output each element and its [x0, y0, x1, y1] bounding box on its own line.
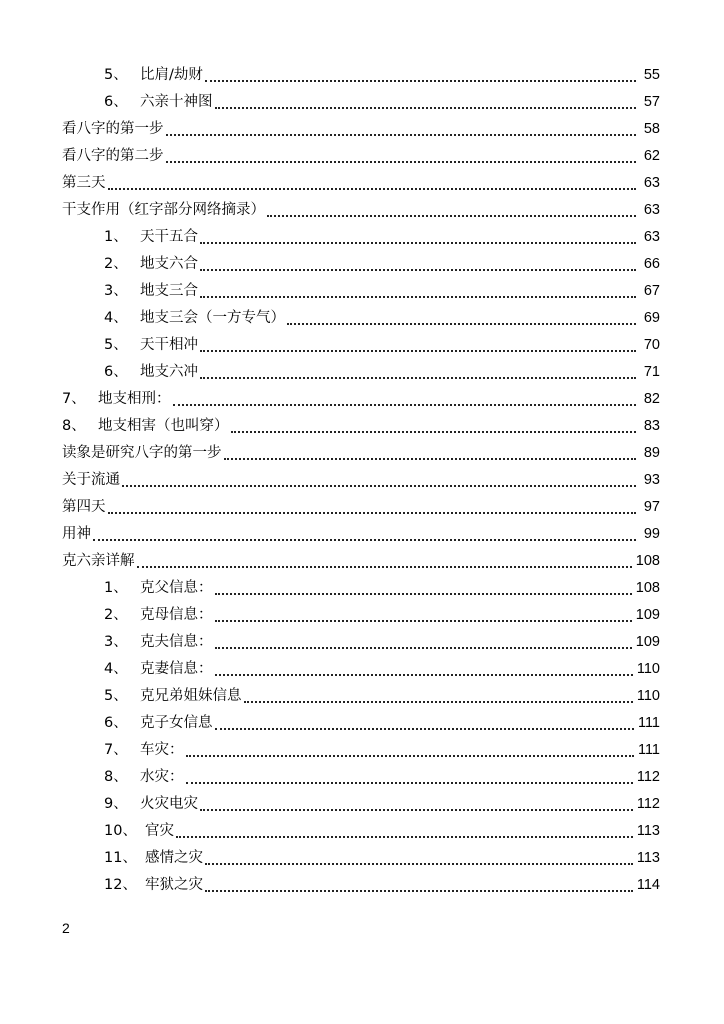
toc-entry[interactable]: [0, 224, 724, 251]
toc-entry-title: 比肩/劫财: [140, 67, 203, 83]
dot-leader: [173, 390, 637, 406]
toc-entry-number: 5、: [104, 688, 128, 704]
toc-entry-page: 110: [636, 688, 660, 704]
toc-entry-number: 9、: [104, 796, 128, 812]
dot-leader: [215, 660, 633, 676]
toc-entry-page: 97: [643, 499, 660, 515]
toc-entry[interactable]: [0, 170, 724, 197]
toc-entry-number: 4、: [104, 661, 128, 677]
toc-entry-title: 克父信息：: [140, 580, 213, 596]
toc-entry[interactable]: [0, 332, 724, 359]
toc-entry-number: 11、: [104, 850, 137, 866]
toc-entry-page: 83: [643, 418, 660, 434]
toc-entry-title: 克六亲详解: [62, 553, 135, 569]
toc-entry-title: 天干相冲: [140, 337, 198, 353]
toc-entry-title: 看八字的第二步: [62, 148, 164, 164]
toc-entry-number: 5、: [104, 337, 128, 353]
toc-entry-title: 地支相刑：: [98, 391, 171, 407]
toc-entry-page: 66: [643, 256, 660, 272]
dot-leader: [166, 147, 637, 163]
toc-entry-page: 111: [637, 715, 660, 731]
toc-entry-number: 8、: [104, 769, 128, 785]
page-number: 2: [62, 920, 70, 936]
toc-entry-title: 车灾：: [140, 742, 184, 758]
toc-entry-page: 113: [636, 823, 660, 839]
toc-entry-page: 111: [637, 742, 660, 758]
dot-leader: [200, 255, 636, 271]
toc-entry-page: 70: [643, 337, 660, 353]
toc-entry-page: 57: [643, 94, 660, 110]
dot-leader: [176, 822, 633, 838]
toc-entry[interactable]: [0, 845, 724, 872]
toc-entry-page: 55: [643, 67, 660, 83]
dot-leader: [93, 525, 636, 541]
dot-leader: [215, 579, 632, 595]
toc-entry[interactable]: [0, 467, 724, 494]
toc-entry-title: 地支六冲: [140, 364, 198, 380]
dot-leader: [186, 741, 634, 757]
dot-leader: [200, 336, 636, 352]
toc-entry[interactable]: [0, 89, 724, 116]
toc-entry[interactable]: [0, 278, 724, 305]
toc-entry-title: 官灾: [145, 823, 174, 839]
toc-entry[interactable]: [0, 818, 724, 845]
toc-entry[interactable]: [0, 872, 724, 899]
dot-leader: [122, 471, 636, 487]
toc-entry-number: 3、: [104, 634, 128, 650]
toc-entry-title: 地支六合: [140, 256, 198, 272]
dot-leader: [200, 282, 636, 298]
toc-entry-title: 关于流通: [62, 472, 120, 488]
toc-entry[interactable]: [0, 386, 724, 413]
toc-entry-number: 1、: [104, 580, 128, 596]
toc-entry[interactable]: [0, 575, 724, 602]
toc-entry[interactable]: [0, 143, 724, 170]
toc-entry[interactable]: [0, 683, 724, 710]
toc-entry-title: 感情之灾: [145, 850, 203, 866]
toc-entry-page: 63: [643, 229, 660, 245]
toc-entry-page: 113: [636, 850, 660, 866]
dot-leader: [166, 120, 637, 136]
dot-leader: [205, 66, 636, 82]
toc-entry[interactable]: [0, 413, 724, 440]
dot-leader: [215, 606, 632, 622]
toc-entry-number: 7、: [104, 742, 128, 758]
toc-entry[interactable]: [0, 440, 724, 467]
toc-entry-title: 读象是研究八字的第一步: [62, 445, 222, 461]
toc-entry-title: 第三天: [62, 175, 106, 191]
toc-entry-page: 71: [643, 364, 660, 380]
toc-entry-number: 3、: [104, 283, 128, 299]
toc-entry-title: 克兄弟姐妹信息: [140, 688, 242, 704]
toc-entry-page: 112: [636, 796, 660, 812]
toc-entry-number: 6、: [104, 94, 128, 110]
toc-entry-page: 108: [635, 580, 660, 596]
toc-entry-page: 58: [643, 121, 660, 137]
toc-entry[interactable]: [0, 710, 724, 737]
toc-entry-title: 用神: [62, 526, 91, 542]
dot-leader: [287, 309, 636, 325]
dot-leader: [200, 363, 636, 379]
toc-entry[interactable]: [0, 62, 724, 89]
toc-entry[interactable]: [0, 494, 724, 521]
toc-entry-title: 牢狱之灾: [145, 877, 203, 893]
toc-entry-page: 112: [636, 769, 660, 785]
toc-entry-title: 克夫信息：: [140, 634, 213, 650]
toc-entry-page: 108: [635, 553, 660, 569]
toc-entry-number: 7、: [62, 391, 86, 407]
toc-entry-page: 109: [635, 607, 660, 623]
toc-entry-title: 火灾电灾: [140, 796, 198, 812]
toc-entry-page: 63: [643, 202, 660, 218]
toc-entry-title: 地支相害（也叫穿）: [98, 418, 229, 434]
toc-entry-page: 109: [635, 634, 660, 650]
dot-leader: [215, 714, 634, 730]
dot-leader: [200, 795, 633, 811]
toc-entry-number: 5、: [104, 67, 128, 83]
toc-entry-number: 6、: [104, 715, 128, 731]
toc-entry-page: 114: [636, 877, 660, 893]
dot-leader: [205, 849, 633, 865]
toc-entry-page: 93: [643, 472, 660, 488]
toc-entry-title: 地支三合: [140, 283, 198, 299]
toc-entry-number: 4、: [104, 310, 128, 326]
dot-leader: [186, 768, 633, 784]
toc-entry[interactable]: [0, 197, 724, 224]
dot-leader: [244, 687, 633, 703]
toc-entry[interactable]: [0, 791, 724, 818]
dot-leader: [137, 552, 632, 568]
toc-entry[interactable]: [0, 251, 724, 278]
dot-leader: [231, 417, 637, 433]
dot-leader: [205, 876, 633, 892]
dot-leader: [108, 498, 637, 514]
toc-entry-page: 69: [643, 310, 660, 326]
toc-entry-number: 6、: [104, 364, 128, 380]
toc-entry-title: 第四天: [62, 499, 106, 515]
toc-entry-page: 62: [643, 148, 660, 164]
toc-entry-title: 看八字的第一步: [62, 121, 164, 137]
toc-entry[interactable]: [0, 359, 724, 386]
toc-entry[interactable]: [0, 602, 724, 629]
toc-entry-number: 2、: [104, 256, 128, 272]
toc-entry[interactable]: [0, 737, 724, 764]
toc-entry-title: 克子女信息: [140, 715, 213, 731]
toc-entry-title: 水灾：: [140, 769, 184, 785]
toc-entry-title: 天干五合: [140, 229, 198, 245]
toc-entry-number: 1、: [104, 229, 128, 245]
dot-leader: [224, 444, 637, 460]
toc-entry[interactable]: [0, 521, 724, 548]
toc-entry-number: 8、: [62, 418, 86, 434]
toc-entry-title: 干支作用（红字部分网络摘录）: [62, 202, 265, 218]
toc-entry-page: 67: [643, 283, 660, 299]
toc-entry-title: 克母信息：: [140, 607, 213, 623]
toc-entry[interactable]: [0, 116, 724, 143]
toc-entry-page: 89: [643, 445, 660, 461]
dot-leader: [267, 201, 636, 217]
toc-entry[interactable]: [0, 656, 724, 683]
toc-entry[interactable]: [0, 548, 724, 575]
toc-entry-number: 10、: [104, 823, 137, 839]
dot-leader: [215, 93, 637, 109]
toc-entry-page: 82: [643, 391, 660, 407]
toc-entry-number: 2、: [104, 607, 128, 623]
toc-entry-page: 110: [636, 661, 660, 677]
toc-entry-title: 地支三会（一方专气）: [140, 310, 285, 326]
toc-entry-page: 99: [643, 526, 660, 542]
table-of-contents: [0, 62, 724, 899]
dot-leader: [108, 174, 637, 190]
dot-leader: [215, 633, 632, 649]
toc-entry[interactable]: [0, 629, 724, 656]
toc-entry-title: 克妻信息：: [140, 661, 213, 677]
toc-entry[interactable]: [0, 305, 724, 332]
toc-entry-page: 63: [643, 175, 660, 191]
toc-entry-number: 12、: [104, 877, 137, 893]
toc-entry[interactable]: [0, 764, 724, 791]
dot-leader: [200, 228, 636, 244]
toc-entry-title: 六亲十神图: [140, 94, 213, 110]
